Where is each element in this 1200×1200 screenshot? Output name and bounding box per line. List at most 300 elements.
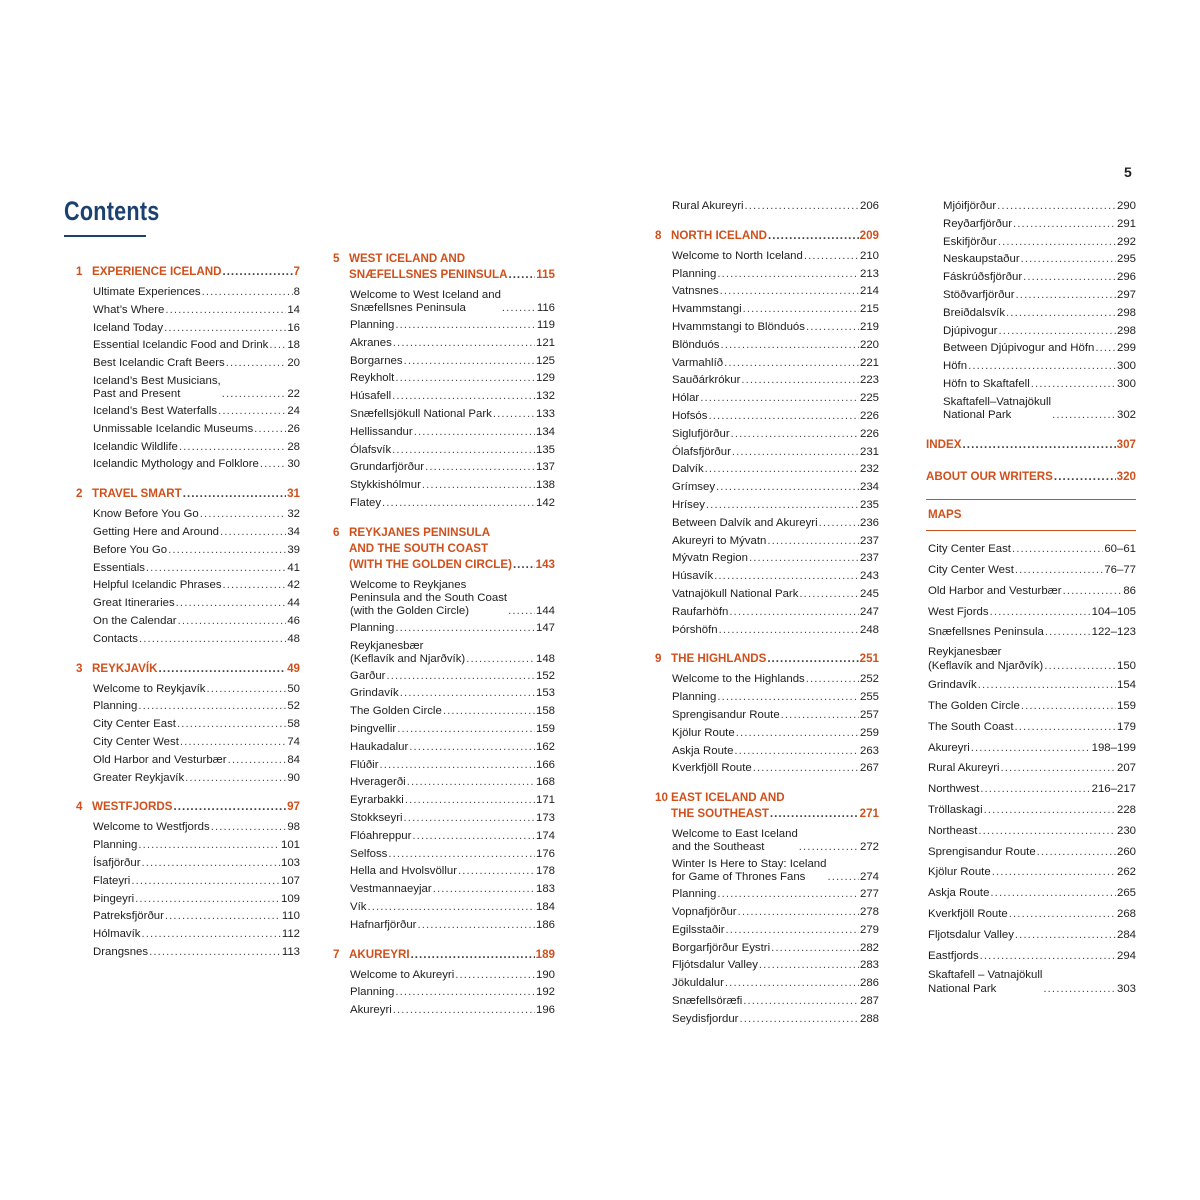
toc-entry[interactable]	[672, 198, 879, 216]
toc-entry[interactable]	[672, 689, 879, 707]
toc-entry[interactable]	[672, 283, 879, 301]
entry-label	[672, 828, 798, 854]
chapter-heading[interactable]	[76, 264, 300, 280]
entry-label-line: Skaftafell–Vatnajökull	[943, 395, 1052, 408]
entry-page: 226	[859, 427, 879, 440]
entry-label-line: Höfn to Skaftafell	[943, 377, 1030, 390]
dot-leader	[502, 302, 536, 315]
entry-page: 44	[287, 597, 300, 610]
toc-entry[interactable]	[350, 406, 555, 424]
toc-entry[interactable]	[350, 495, 555, 513]
entry-label-line: Varmahlíð	[672, 356, 724, 369]
dot-leader	[799, 586, 859, 604]
map-entry[interactable]	[928, 581, 1136, 602]
entry-page: 223	[859, 374, 879, 387]
entry-page: 236	[859, 516, 879, 529]
toc-entry[interactable]	[93, 320, 300, 338]
toc-entry[interactable]	[93, 681, 300, 699]
entry-label-line: Haukadalur	[350, 740, 409, 753]
toc-entry[interactable]	[93, 716, 300, 734]
toc-entry[interactable]	[350, 620, 555, 638]
entry-page: 279	[859, 923, 879, 936]
entry-label	[928, 622, 1044, 643]
toc-entry[interactable]	[672, 408, 879, 426]
toc-entry[interactable]	[350, 703, 555, 721]
toc-entry[interactable]	[350, 863, 555, 881]
toc-entry[interactable]	[943, 251, 1136, 269]
entry-label-line: Old Harbor and Vesturbær	[93, 753, 227, 766]
entry-label	[350, 917, 416, 935]
entry-label	[672, 301, 742, 319]
entry-label	[672, 426, 730, 444]
dot-leader	[382, 495, 535, 513]
entry-label-line: City Center East	[928, 543, 1011, 556]
toc-entry[interactable]	[93, 439, 300, 457]
toc-entry[interactable]	[350, 757, 555, 775]
entry-page: 76–77	[1104, 563, 1136, 576]
map-entry[interactable]	[928, 643, 1136, 675]
toc-entry[interactable]	[93, 595, 300, 613]
toc-entry[interactable]	[943, 376, 1136, 394]
entry-page: 226	[859, 409, 879, 422]
toc-entry[interactable]	[350, 388, 555, 406]
toc-entry[interactable]	[350, 287, 555, 317]
toc-entry[interactable]	[672, 550, 879, 568]
toc-entry[interactable]	[672, 515, 879, 533]
map-entry[interactable]	[928, 904, 1136, 925]
entry-page: 171	[535, 794, 555, 807]
toc-entry[interactable]	[93, 337, 300, 355]
toc-entry[interactable]	[350, 774, 555, 792]
dot-leader	[743, 993, 859, 1011]
toc-entry[interactable]	[93, 373, 300, 403]
entry-label-line: Hrísey	[672, 498, 705, 511]
map-entry[interactable]	[928, 738, 1136, 759]
toc-entry[interactable]	[672, 266, 879, 284]
toc-entry[interactable]	[93, 524, 300, 542]
map-entry[interactable]	[928, 758, 1136, 779]
toc-entry[interactable]	[672, 922, 879, 940]
toc-entry[interactable]	[93, 752, 300, 770]
entry-page: 41	[287, 561, 300, 574]
toc-entry[interactable]	[943, 216, 1136, 234]
toc-entry[interactable]	[93, 542, 300, 560]
entry-label-line: (with the Golden Circle)	[350, 604, 470, 617]
toc-entry[interactable]	[350, 668, 555, 686]
entry-label	[350, 620, 394, 638]
toc-entry[interactable]	[350, 1002, 555, 1020]
entry-page: 248	[859, 623, 879, 636]
about-page: 320	[1116, 469, 1136, 483]
entry-label-line: Hafnarfjörður	[350, 918, 417, 931]
chapter-heading[interactable]	[655, 228, 879, 244]
dot-leader	[393, 1002, 535, 1020]
entry-page: 121	[535, 336, 555, 349]
toc-entry[interactable]	[93, 734, 300, 752]
entry-label-line: Fáskrúðsfjörður	[943, 271, 1023, 284]
entry-label	[672, 355, 723, 373]
chapter-heading[interactable]	[333, 251, 555, 283]
toc-entry[interactable]	[350, 353, 555, 371]
toc-entry[interactable]	[672, 372, 879, 390]
entry-page: 215	[859, 303, 879, 316]
toc-entry[interactable]	[350, 424, 555, 442]
chapter-entries	[655, 826, 879, 1028]
toc-entry[interactable]	[672, 568, 879, 586]
entry-page: 272	[859, 841, 879, 854]
entry-page: 299	[1116, 342, 1136, 355]
dot-leader	[978, 675, 1116, 696]
chapter-heading[interactable]	[76, 661, 300, 677]
toc-entry[interactable]	[93, 613, 300, 631]
dot-leader	[1023, 269, 1116, 287]
toc-entry[interactable]	[93, 506, 300, 524]
toc-entry[interactable]	[350, 967, 555, 985]
toc-entry[interactable]	[943, 394, 1136, 424]
entry-label	[672, 586, 798, 604]
entry-page: 30	[287, 458, 300, 471]
entry-label-line: Dalvík	[672, 463, 704, 476]
entry-label	[672, 904, 737, 922]
toc-entry[interactable]	[672, 622, 879, 640]
dot-leader	[211, 819, 287, 837]
toc-entry[interactable]	[350, 477, 555, 495]
entry-label	[350, 317, 394, 335]
entry-label-line: Neskaupstaður	[943, 253, 1020, 266]
toc-entry[interactable]	[350, 881, 555, 899]
toc-entry[interactable]	[672, 957, 879, 975]
dot-leader	[138, 698, 286, 716]
entry-label	[350, 792, 404, 810]
toc-entry[interactable]	[93, 770, 300, 788]
entry-label-line: West Fjords	[928, 605, 989, 618]
dot-leader	[412, 828, 535, 846]
title-underline	[64, 235, 146, 237]
toc-entry[interactable]	[350, 792, 555, 810]
entry-label	[928, 645, 1043, 673]
entry-label-line: Planning	[672, 267, 717, 280]
toc-entry[interactable]	[350, 442, 555, 460]
entry-label	[350, 685, 399, 703]
toc-entry[interactable]	[350, 335, 555, 353]
dot-leader	[386, 668, 535, 686]
toc-entry[interactable]	[350, 828, 555, 846]
toc-entry[interactable]	[672, 319, 879, 337]
toc-entry[interactable]	[93, 944, 300, 962]
toc-entry[interactable]	[672, 856, 879, 886]
toc-entry[interactable]	[672, 479, 879, 497]
entry-label	[350, 721, 396, 739]
toc-entry[interactable]	[672, 725, 879, 743]
maps-heading: MAPS	[928, 508, 962, 522]
chapter-heading[interactable]	[333, 525, 555, 573]
toc-entry[interactable]	[672, 671, 879, 689]
toc-entry[interactable]	[93, 577, 300, 595]
map-entry[interactable]	[928, 883, 1136, 904]
chapter-heading-line	[333, 525, 555, 541]
entry-page: 231	[859, 445, 879, 458]
toc-entry[interactable]	[350, 984, 555, 1002]
dot-leader	[726, 922, 859, 940]
map-entry[interactable]	[928, 560, 1136, 581]
entry-label	[943, 287, 1015, 305]
map-entry[interactable]	[928, 842, 1136, 863]
toc-entry[interactable]	[350, 721, 555, 739]
entry-page: 198–199	[1091, 741, 1136, 754]
dot-leader	[228, 752, 287, 770]
toc-entry[interactable]	[943, 323, 1136, 341]
dot-leader	[395, 620, 535, 638]
map-entry[interactable]	[928, 862, 1136, 883]
toc-entry[interactable]	[672, 301, 879, 319]
entry-label	[350, 984, 394, 1002]
index-heading[interactable]	[926, 436, 1136, 454]
entry-label-line: National Park	[928, 983, 997, 996]
map-entry[interactable]	[928, 622, 1136, 643]
dot-leader	[458, 863, 535, 881]
entry-label-line: Planning	[350, 621, 395, 634]
entry-label	[928, 602, 989, 623]
map-entry[interactable]	[928, 602, 1136, 623]
dot-leader	[179, 439, 286, 457]
toc-entry[interactable]	[93, 837, 300, 855]
map-entry[interactable]	[928, 946, 1136, 967]
toc-entry[interactable]	[672, 444, 879, 462]
entry-page: 221	[859, 356, 879, 369]
toc-entry[interactable]	[672, 826, 879, 856]
toc-entry[interactable]	[93, 421, 300, 439]
entry-label	[672, 940, 770, 958]
toc-entry[interactable]	[350, 577, 555, 620]
toc-entry[interactable]	[93, 355, 300, 373]
entry-label	[672, 1011, 738, 1029]
entry-label-line: Kverkfjöll Route	[928, 907, 1008, 920]
dot-leader	[998, 234, 1116, 252]
toc-entry[interactable]	[350, 846, 555, 864]
entry-label-line: The South Coast	[928, 720, 1014, 733]
entry-label	[928, 738, 970, 759]
entry-page: 153	[535, 687, 555, 700]
chapter-heading-line	[333, 557, 555, 573]
entry-page: 18	[287, 339, 300, 352]
map-entry[interactable]	[928, 717, 1136, 738]
toc-entry[interactable]	[93, 698, 300, 716]
chapter-heading[interactable]	[655, 651, 879, 667]
dot-leader	[749, 550, 859, 568]
map-entry[interactable]	[928, 925, 1136, 946]
toc-entry[interactable]	[93, 284, 300, 302]
toc-entry[interactable]	[350, 459, 555, 477]
toc-entry[interactable]	[672, 390, 879, 408]
chapter-title: WEST ICELAND AND	[349, 252, 466, 265]
entry-label	[672, 858, 826, 884]
entry-label-line: Flateyri	[93, 874, 131, 887]
toc-entry[interactable]	[93, 302, 300, 320]
toc-entry[interactable]	[672, 604, 879, 622]
entry-label	[93, 613, 177, 631]
toc-entry[interactable]	[93, 819, 300, 837]
dot-leader	[717, 886, 859, 904]
toc-entry[interactable]	[672, 940, 879, 958]
toc-entry[interactable]	[672, 586, 879, 604]
entry-page: 257	[859, 708, 879, 721]
entry-label	[93, 873, 130, 891]
entry-label	[943, 251, 1020, 269]
entry-page: 125	[535, 354, 555, 367]
entry-label	[93, 855, 140, 873]
toc-entry[interactable]	[350, 370, 555, 388]
entry-label	[93, 284, 201, 302]
dot-leader	[395, 370, 535, 388]
entry-label	[672, 479, 715, 497]
toc-entry[interactable]	[943, 340, 1136, 358]
chapter-heading-line	[333, 267, 555, 283]
dot-leader	[806, 319, 859, 337]
entry-page: 232	[859, 463, 879, 476]
toc-entry[interactable]	[672, 975, 879, 993]
toc-entry[interactable]	[93, 873, 300, 891]
toc-entry[interactable]	[350, 739, 555, 757]
entry-label	[93, 631, 138, 649]
toc-entry[interactable]	[93, 926, 300, 944]
toc-entry[interactable]	[672, 707, 879, 725]
toc-entry[interactable]	[672, 426, 879, 444]
chapter-number: 7	[333, 947, 340, 961]
map-entry[interactable]	[928, 675, 1136, 696]
toc-entry[interactable]	[672, 743, 879, 761]
toc-entry[interactable]	[672, 886, 879, 904]
entry-page: 290	[1116, 200, 1136, 212]
map-entry[interactable]	[928, 779, 1136, 800]
entry-label	[350, 899, 366, 917]
toc-entry[interactable]	[672, 355, 879, 373]
entry-label-line: Garður	[350, 669, 386, 682]
dot-leader	[149, 944, 281, 962]
entry-page: 225	[859, 392, 879, 405]
toc-entry[interactable]	[672, 497, 879, 515]
toc-entry[interactable]	[93, 891, 300, 909]
toc-entry[interactable]	[350, 917, 555, 935]
toc-entry[interactable]	[93, 855, 300, 873]
entry-page: 8	[293, 286, 300, 298]
entry-page: 183	[535, 883, 555, 896]
toc-entry[interactable]	[93, 908, 300, 926]
toc-entry[interactable]	[350, 810, 555, 828]
dot-leader	[433, 881, 535, 899]
entry-label-line: Vopnafjörður	[672, 905, 737, 918]
toc-entry[interactable]	[672, 1011, 879, 1029]
entry-label	[93, 320, 163, 338]
chapter-heading-line	[655, 228, 879, 244]
chapter-heading[interactable]	[333, 947, 555, 963]
map-entry[interactable]	[928, 800, 1136, 821]
toc-entry[interactable]	[672, 760, 879, 778]
toc-entry[interactable]	[943, 305, 1136, 323]
entry-label-line: Eastfjords	[928, 949, 979, 962]
entry-label	[350, 353, 403, 371]
toc-entry[interactable]	[672, 337, 879, 355]
about-label: ABOUT OUR WRITERS	[926, 469, 1053, 483]
map-entry[interactable]	[928, 696, 1136, 717]
toc-entry[interactable]	[93, 560, 300, 578]
dot-leader	[223, 577, 287, 595]
toc-entry[interactable]	[93, 631, 300, 649]
entry-page: 148	[535, 652, 555, 665]
entry-page: 152	[535, 669, 555, 682]
entry-label-line: National Park	[943, 408, 1012, 421]
toc-entry[interactable]	[93, 456, 300, 474]
dot-leader	[717, 689, 859, 707]
dot-leader	[206, 681, 286, 699]
entry-label-line: Reykjanesbær	[928, 646, 1002, 659]
entry-page: 39	[287, 543, 300, 556]
toc-entry[interactable]	[943, 234, 1136, 252]
dot-leader	[392, 442, 535, 460]
dot-leader	[992, 862, 1116, 883]
dot-leader	[165, 302, 286, 320]
toc-entry[interactable]	[943, 287, 1136, 305]
chapter-heading[interactable]	[76, 486, 300, 502]
entry-label-line: Höfn	[943, 360, 968, 373]
about-heading[interactable]	[926, 468, 1136, 486]
entry-label	[928, 862, 991, 883]
entry-page: 255	[859, 691, 879, 704]
entry-label	[93, 577, 222, 595]
dot-leader	[220, 524, 286, 542]
map-entry[interactable]	[928, 821, 1136, 842]
toc-entry[interactable]	[350, 685, 555, 703]
toc-entry[interactable]	[672, 533, 879, 551]
toc-entry[interactable]	[672, 993, 879, 1011]
entry-label	[928, 821, 977, 842]
dot-leader	[177, 716, 286, 734]
toc-entry[interactable]	[943, 358, 1136, 376]
dot-leader	[739, 1011, 859, 1029]
entry-page: 32	[287, 508, 300, 521]
toc-entry[interactable]	[350, 899, 555, 917]
entry-label	[928, 779, 979, 800]
entry-page: 268	[1116, 907, 1136, 920]
entry-label-line: Sprengisandur Route	[672, 708, 780, 721]
entry-label	[928, 675, 977, 696]
entry-page: 214	[859, 285, 879, 298]
map-entry[interactable]	[928, 539, 1136, 560]
toc-entry[interactable]	[350, 638, 555, 668]
chapter-heading-line	[333, 251, 555, 267]
toc-entry[interactable]	[672, 904, 879, 922]
chapter-heading[interactable]	[76, 799, 300, 815]
dot-leader	[395, 317, 535, 335]
toc-entry[interactable]	[672, 248, 879, 266]
chapter-title: AND THE SOUTH COAST	[349, 541, 489, 555]
toc-entry[interactable]	[943, 269, 1136, 287]
toc-entry[interactable]	[672, 461, 879, 479]
dot-leader	[806, 671, 859, 689]
toc-entry[interactable]	[93, 403, 300, 421]
toc-entry[interactable]	[943, 198, 1136, 216]
entry-label-line: Welcome to Akureyri	[350, 968, 455, 981]
toc-entry[interactable]	[350, 317, 555, 335]
chapter-heading-line	[655, 806, 879, 822]
entry-label-line: Hólar	[672, 392, 700, 405]
entry-label-line: Akureyri	[350, 1004, 392, 1017]
dot-leader	[719, 622, 859, 640]
page-number: 5	[1124, 164, 1132, 180]
map-entry[interactable]	[928, 966, 1136, 998]
toc-column-3	[655, 198, 879, 1040]
chapter-heading[interactable]	[655, 790, 879, 822]
chapter-heading-line	[333, 541, 555, 557]
